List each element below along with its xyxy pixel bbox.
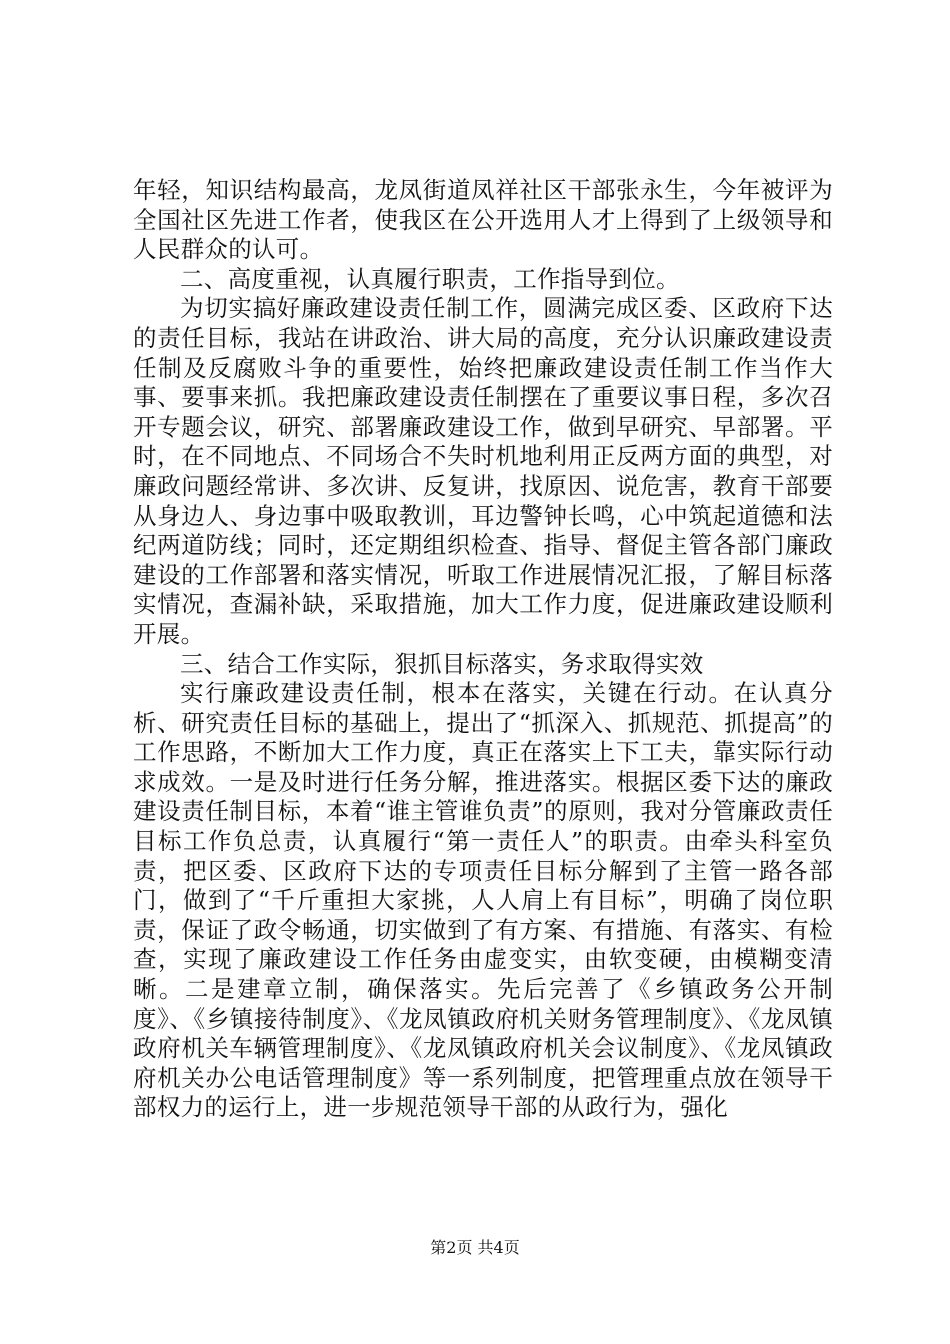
section-heading-three: 三、结合工作实际，狠抓目标落实，务求取得实效 <box>180 649 704 678</box>
document-body <box>133 176 833 1123</box>
page-number-footer: 第2页 共4页 <box>430 1238 520 1257</box>
paragraph-continuation: 年轻，知识结构最高，龙凤街道凤祥社区干部张永生，今年被评为全国社区先进工作者，使我区在公开选用人才上得到了上级领导和人民群众的认可。 <box>133 176 833 264</box>
paragraph-implementation: 实行廉政建设责任制，根本在落实，关键在行动。在认真分析、研究责任目标的基础上，提出了“抓深入、抓规范、抓提高”的工作思路，不断加大工作力度，真正在落实上下工夫，靠实际行动求成效。一是及时进行任务分解，推进落实。根据区委下达的廉政建设责任制目标，本着“谁主管谁负责”的原则，我对分管廉政责任目标工作负总责，认真履行“第一责任人”的职责。由牵头科室负责，把区委、区政府下达的专项责任目标分解到了主管一路各部门，做到了“千斤重担大家挑，人人肩上有目标”，明确了岗位职责，保证了政令畅通，切实做到了有方案、有措施、有落实、有检查，实现了廉政建设工作任务由虚变实，由软变硬，由模糊变清晰。二是建章立制，确保落实。先后完善了《乡镇政务公开制度》、《乡镇接待制度》、《龙凤镇政府机关财务管理制度》、《龙凤镇政府机关车辆管理制度》、《龙凤镇政府机关会议制度》、《龙凤镇政府机关办公电话管理制度》等一系列制度，把管理重点放在领导干部权力的运行上，进一步规范领导干部的从政行为，强化 <box>133 679 833 1122</box>
paragraph-responsibility: 为切实搞好廉政建设责任制工作，圆满完成区委、区政府下达的责任目标，我站在讲政治、讲大局的高度，充分认识廉政建设责任制及反腐败斗争的重要性，始终把廉政建设责任制工作当作大事、要事来抓。我把廉政建设责任制摆在了重要议事日程，多次召开专题会议，研究、部署廉政建设工作，做到早研究、早部署。平时，在不同地点、不同场合不失时机地利用正反两方面的典型，对廉政问题经常讲、多次讲、反复讲，找原因、说危害，教育干部要从身边人、身边事中吸取教训，耳边警钟长鸣，心中筑起道德和法纪两道防线；同时，还定期组织检查、指导、督促主管各部门廉政建设的工作部署和落实情况，听取工作进展情况汇报，了解目标落实情况，查漏补缺，采取措施，加大工作力度，促进廉政建设顺利开展。 <box>133 294 833 648</box>
section-heading-two: 二、高度重视，认真履行职责，工作指导到位。 <box>180 264 680 293</box>
